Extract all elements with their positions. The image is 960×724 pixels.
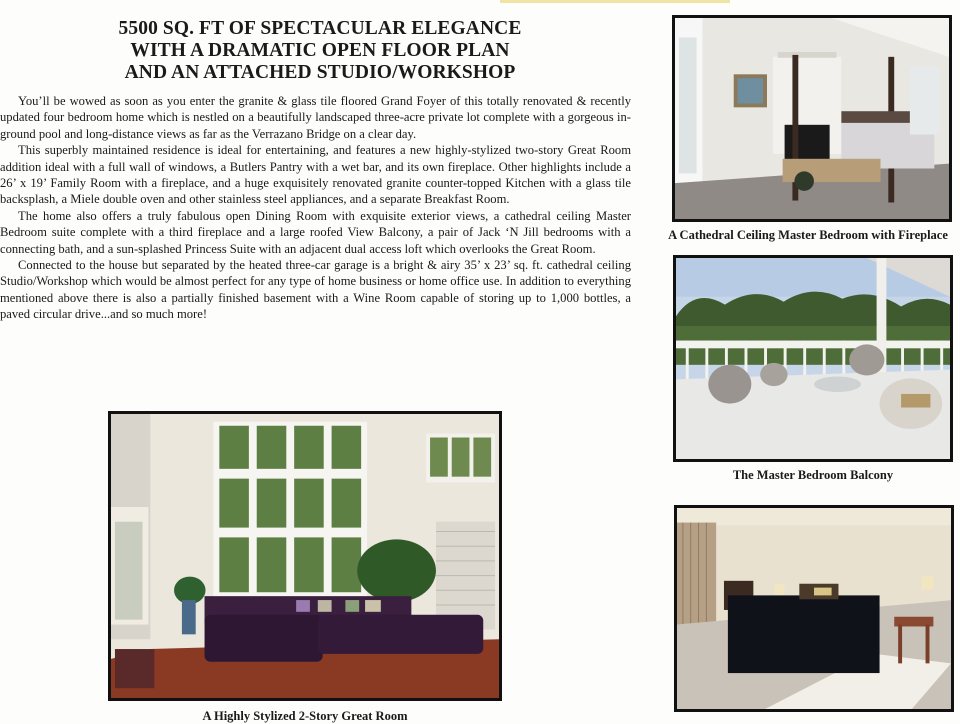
paragraph-4: Connected to the house but separated by the heated three-car garage is a bright & airy 35’ x 23’ sq. ft. cathedral ceiling Studio/Workshop which would be almost perfect for any type of home business or home office use. In addition to everything mentioned above there is also a partially finished basement with a Wine Room capable of storing up to 1,000 bottles, a paved circular drive...and so much more! — [0, 258, 631, 322]
balcony-caption: The Master Bedroom Balcony — [732, 468, 894, 482]
great-room-caption: A Highly Stylized 2-Story Great Room — [202, 709, 408, 723]
headline — [60, 18, 580, 84]
master-bedroom-caption: A Cathedral Ceiling Master Bedroom with Fireplace — [668, 228, 948, 242]
paragraph-2: This superbly maintained residence is ideal for entertaining, and features a new highly-stylized two-story Great Room addition ideal with a full wall of windows, a Butlers Pantry with a wet bar, and its own fireplace. Other highlights include a 26’ x 19’ Family Room with a fireplace, and a huge exquisitely renovated granite counter-topped Kitchen with a glass tile backsplash, a Miele double oven and other stainless steel appliances, and a separate Breakfast Room. — [0, 143, 631, 207]
top-accent-line — [500, 0, 730, 3]
headline-line-2: WITH A DRAMATIC OPEN FLOOR PLAN — [130, 40, 510, 61]
headline-line-1: 5500 SQ. FT OF SPECTACULAR ELEGANCE — [118, 18, 522, 39]
bedroom-photo — [674, 505, 954, 712]
paragraph-1: You’ll be wowed as soon as you enter the granite & glass tile floored Grand Foyer of this totally renovated & recently updated four bedroom home which is nestled on a beautifully landscaped three-acre private lot complete with a gorgeous in-ground pool and long-distance views as far as the Verrazano Bridge on a clear day. — [0, 94, 631, 141]
great-room-photo — [108, 411, 502, 701]
description-text — [0, 93, 631, 323]
balcony-photo — [673, 255, 953, 462]
headline-line-3: AND AN ATTACHED STUDIO/WORKSHOP — [124, 62, 516, 83]
paragraph-3: The home also offers a truly fabulous open Dining Room with exquisite exterior views, a cathedral ceiling Master Bedroom suite complete with a third fireplace and a large roofed View Balcony, a pair of Jack ‘N Jill bedrooms with a connecting bath, and a sun-splashed Princess Suite with an adjacent dual access loft which overlooks the Great Room. — [0, 208, 631, 256]
master-bedroom-photo — [672, 15, 952, 222]
